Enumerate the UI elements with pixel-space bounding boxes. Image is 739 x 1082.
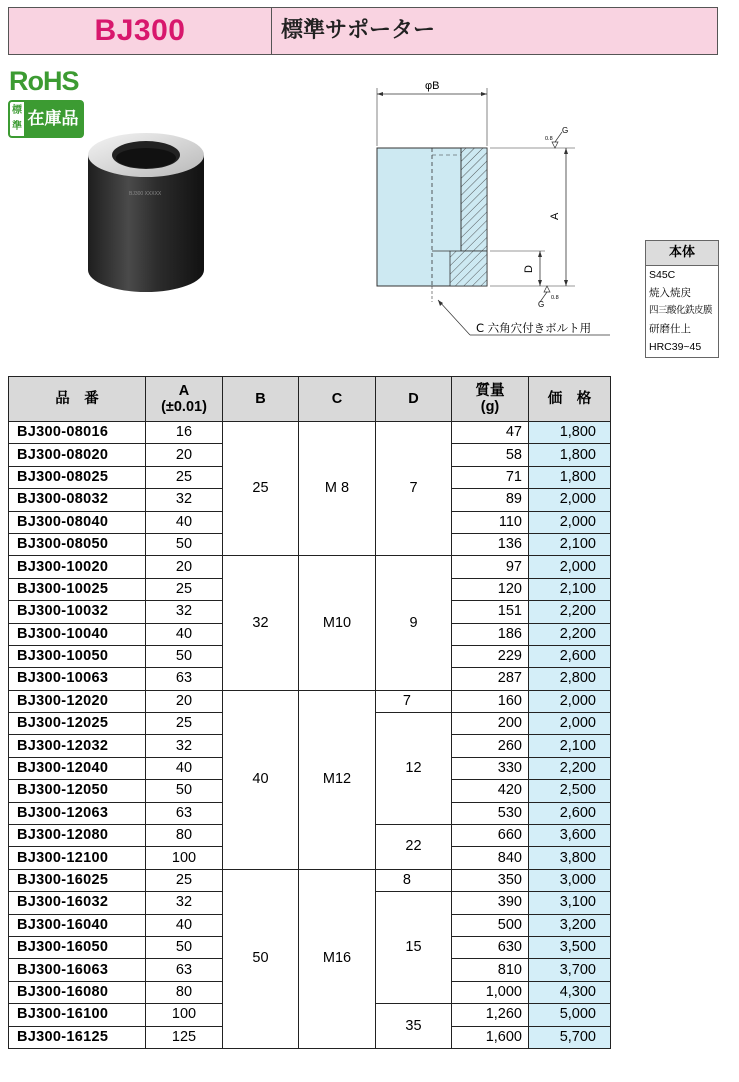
cell-part: BJ300-12063	[9, 802, 146, 824]
material-line: 四三酸化鉄皮膜	[649, 305, 713, 316]
header-d: D	[376, 377, 452, 422]
cell-price: 2,100	[529, 533, 611, 555]
cell-price: 2,200	[529, 757, 611, 779]
cell-a: 100	[146, 1004, 223, 1026]
cell-c: M10	[299, 556, 376, 690]
header-mass-line1: 質量	[475, 383, 505, 399]
cell-c: M16	[299, 869, 376, 1048]
cell-price: 2,000	[529, 489, 611, 511]
stock-badge	[8, 100, 84, 138]
cell-price: 3,600	[529, 825, 611, 847]
cell-price: 2,200	[529, 623, 611, 645]
table-header-row	[9, 377, 611, 422]
cell-price: 1,800	[529, 422, 611, 444]
cell-price: 3,000	[529, 869, 611, 891]
cell-mass: 58	[452, 444, 529, 466]
cell-price: 2,000	[529, 511, 611, 533]
cell-a: 32	[146, 489, 223, 511]
cell-mass: 1,000	[452, 981, 529, 1003]
cell-d: 35	[376, 1004, 452, 1049]
cell-mass: 151	[452, 601, 529, 623]
header-bar	[8, 7, 718, 55]
cell-d: 12	[376, 713, 452, 825]
cell-mass: 186	[452, 623, 529, 645]
cell-a: 25	[146, 713, 223, 735]
cell-a: 25	[146, 466, 223, 488]
header-mass-line2: (g)	[480, 399, 500, 415]
cell-mass: 47	[452, 422, 529, 444]
material-spec-box	[645, 240, 719, 358]
cell-mass: 97	[452, 556, 529, 578]
cell-a: 50	[146, 936, 223, 958]
product-image	[84, 125, 214, 295]
cell-mass: 810	[452, 959, 529, 981]
cell-a: 40	[146, 914, 223, 936]
cell-part: BJ300-12080	[9, 825, 146, 847]
cell-a: 63	[146, 668, 223, 690]
cell-price: 2,200	[529, 601, 611, 623]
cell-mass: 1,260	[452, 1004, 529, 1026]
label-phiB: φB	[425, 80, 440, 92]
cell-part: BJ300-08040	[9, 511, 146, 533]
cell-part: BJ300-10050	[9, 645, 146, 667]
cell-a: 50	[146, 780, 223, 802]
cell-c: M12	[299, 690, 376, 869]
cell-a: 63	[146, 959, 223, 981]
cell-price: 5,000	[529, 1004, 611, 1026]
cell-mass: 71	[452, 466, 529, 488]
material-line: S45C	[649, 269, 676, 281]
cell-part: BJ300-16050	[9, 936, 146, 958]
cell-price: 3,800	[529, 847, 611, 869]
cell-mass: 89	[452, 489, 529, 511]
table-row	[9, 869, 611, 891]
cell-a: 20	[146, 690, 223, 712]
cell-mass: 330	[452, 757, 529, 779]
cell-price: 3,100	[529, 892, 611, 914]
cell-a: 63	[146, 802, 223, 824]
stock-badge-small: 標準	[12, 105, 22, 132]
cell-price: 3,200	[529, 914, 611, 936]
cell-d: 15	[376, 892, 452, 1004]
label-C: C 六角穴付きボルト用	[476, 321, 592, 335]
cell-part: BJ300-08020	[9, 444, 146, 466]
cell-mass: 136	[452, 533, 529, 555]
cell-a: 25	[146, 578, 223, 600]
cell-a: 100	[146, 847, 223, 869]
cell-part: BJ300-16032	[9, 892, 146, 914]
cell-price: 2,000	[529, 713, 611, 735]
cell-part: BJ300-10032	[9, 601, 146, 623]
cell-price: 2,500	[529, 780, 611, 802]
material-line: 焼入焼戻	[649, 287, 691, 299]
cell-mass: 110	[452, 511, 529, 533]
cell-part: BJ300-08050	[9, 533, 146, 555]
cell-a: 16	[146, 422, 223, 444]
cell-mass: 260	[452, 735, 529, 757]
cell-a: 40	[146, 511, 223, 533]
cell-mass: 390	[452, 892, 529, 914]
cell-a: 50	[146, 645, 223, 667]
header-a-line1: A	[178, 383, 190, 399]
cell-a: 32	[146, 892, 223, 914]
cell-b: 25	[223, 422, 299, 556]
cell-c: M 8	[299, 422, 376, 556]
label-08-top: 0.8	[545, 136, 553, 142]
cell-mass: 287	[452, 668, 529, 690]
cell-mass: 350	[452, 869, 529, 891]
svg-text:BJ300 XXXXX: BJ300 XXXXX	[129, 191, 162, 197]
cell-price: 2,100	[529, 578, 611, 600]
cell-mass: 120	[452, 578, 529, 600]
cell-price: 3,700	[529, 959, 611, 981]
cell-a: 25	[146, 869, 223, 891]
cell-mass: 1,600	[452, 1026, 529, 1048]
cell-part: BJ300-12040	[9, 757, 146, 779]
cell-part: BJ300-08032	[9, 489, 146, 511]
cell-a: 20	[146, 444, 223, 466]
header-c: C	[299, 377, 376, 422]
label-G-top: G	[562, 126, 569, 135]
model-title: BJ300	[9, 8, 272, 54]
label-A: A	[549, 212, 561, 220]
cell-part: BJ300-12032	[9, 735, 146, 757]
cell-mass: 530	[452, 802, 529, 824]
cell-price: 2,800	[529, 668, 611, 690]
cell-d: 9	[376, 556, 452, 690]
cell-mass: 660	[452, 825, 529, 847]
cell-a: 80	[146, 981, 223, 1003]
header-part: 品 番	[9, 377, 146, 422]
cell-mass: 160	[452, 690, 529, 712]
table-body	[9, 422, 611, 1049]
cell-b: 32	[223, 556, 299, 690]
cell-b: 50	[223, 869, 299, 1048]
cell-d: 8	[376, 869, 452, 891]
cell-a: 40	[146, 623, 223, 645]
cell-price: 2,600	[529, 802, 611, 824]
cell-price: 1,800	[529, 444, 611, 466]
cell-price: 4,300	[529, 981, 611, 1003]
cell-part: BJ300-16040	[9, 914, 146, 936]
cell-a: 50	[146, 533, 223, 555]
cell-price: 5,700	[529, 1026, 611, 1048]
material-heading: 本体	[646, 241, 718, 266]
cell-a: 125	[146, 1026, 223, 1048]
cell-part: BJ300-16125	[9, 1026, 146, 1048]
cell-price: 1,800	[529, 466, 611, 488]
material-line: HRC39~45	[649, 341, 702, 353]
cell-part: BJ300-08016	[9, 422, 146, 444]
cell-part: BJ300-12020	[9, 690, 146, 712]
table-row	[9, 690, 611, 712]
material-line: 研磨仕上	[649, 323, 691, 335]
cell-part: BJ300-08025	[9, 466, 146, 488]
cell-part: BJ300-12100	[9, 847, 146, 869]
cell-d: 22	[376, 825, 452, 870]
table-row	[9, 556, 611, 578]
cell-part: BJ300-16063	[9, 959, 146, 981]
header-a	[146, 377, 223, 422]
cell-part: BJ300-12025	[9, 713, 146, 735]
cell-part: BJ300-10063	[9, 668, 146, 690]
cell-price: 3,500	[529, 936, 611, 958]
label-08-bottom: 0.8	[551, 295, 559, 301]
cell-mass: 840	[452, 847, 529, 869]
label-D: D	[523, 265, 535, 273]
header-b: B	[223, 377, 299, 422]
cell-part: BJ300-12050	[9, 780, 146, 802]
cell-d: 7	[376, 422, 452, 556]
header-price: 価 格	[529, 377, 611, 422]
cell-mass: 420	[452, 780, 529, 802]
cell-part: BJ300-16100	[9, 1004, 146, 1026]
cell-a: 32	[146, 735, 223, 757]
cell-mass: 229	[452, 645, 529, 667]
header-mass	[452, 377, 529, 422]
cell-a: 80	[146, 825, 223, 847]
cell-a: 40	[146, 757, 223, 779]
rohs-badge: RoHS	[9, 66, 79, 96]
cell-a: 32	[146, 601, 223, 623]
cell-part: BJ300-10020	[9, 556, 146, 578]
spec-table	[8, 376, 611, 1049]
cell-part: BJ300-10025	[9, 578, 146, 600]
cell-mass: 630	[452, 936, 529, 958]
cell-b: 40	[223, 690, 299, 869]
table-row	[9, 422, 611, 444]
page-title: 標準サポーター	[281, 18, 436, 43]
cell-price: 2,100	[529, 735, 611, 757]
cell-part: BJ300-16025	[9, 869, 146, 891]
cell-d: 7	[376, 690, 452, 712]
cell-mass: 500	[452, 914, 529, 936]
cell-mass: 200	[452, 713, 529, 735]
cell-price: 2,000	[529, 690, 611, 712]
label-G-bottom: G	[538, 300, 545, 309]
stock-badge-label: 在庫品	[24, 102, 82, 136]
cell-price: 2,000	[529, 556, 611, 578]
cell-a: 20	[146, 556, 223, 578]
cell-part: BJ300-16080	[9, 981, 146, 1003]
cell-part: BJ300-10040	[9, 623, 146, 645]
cell-price: 2,600	[529, 645, 611, 667]
header-a-line2: (±0.01)	[161, 399, 207, 415]
technical-drawing	[340, 70, 640, 350]
